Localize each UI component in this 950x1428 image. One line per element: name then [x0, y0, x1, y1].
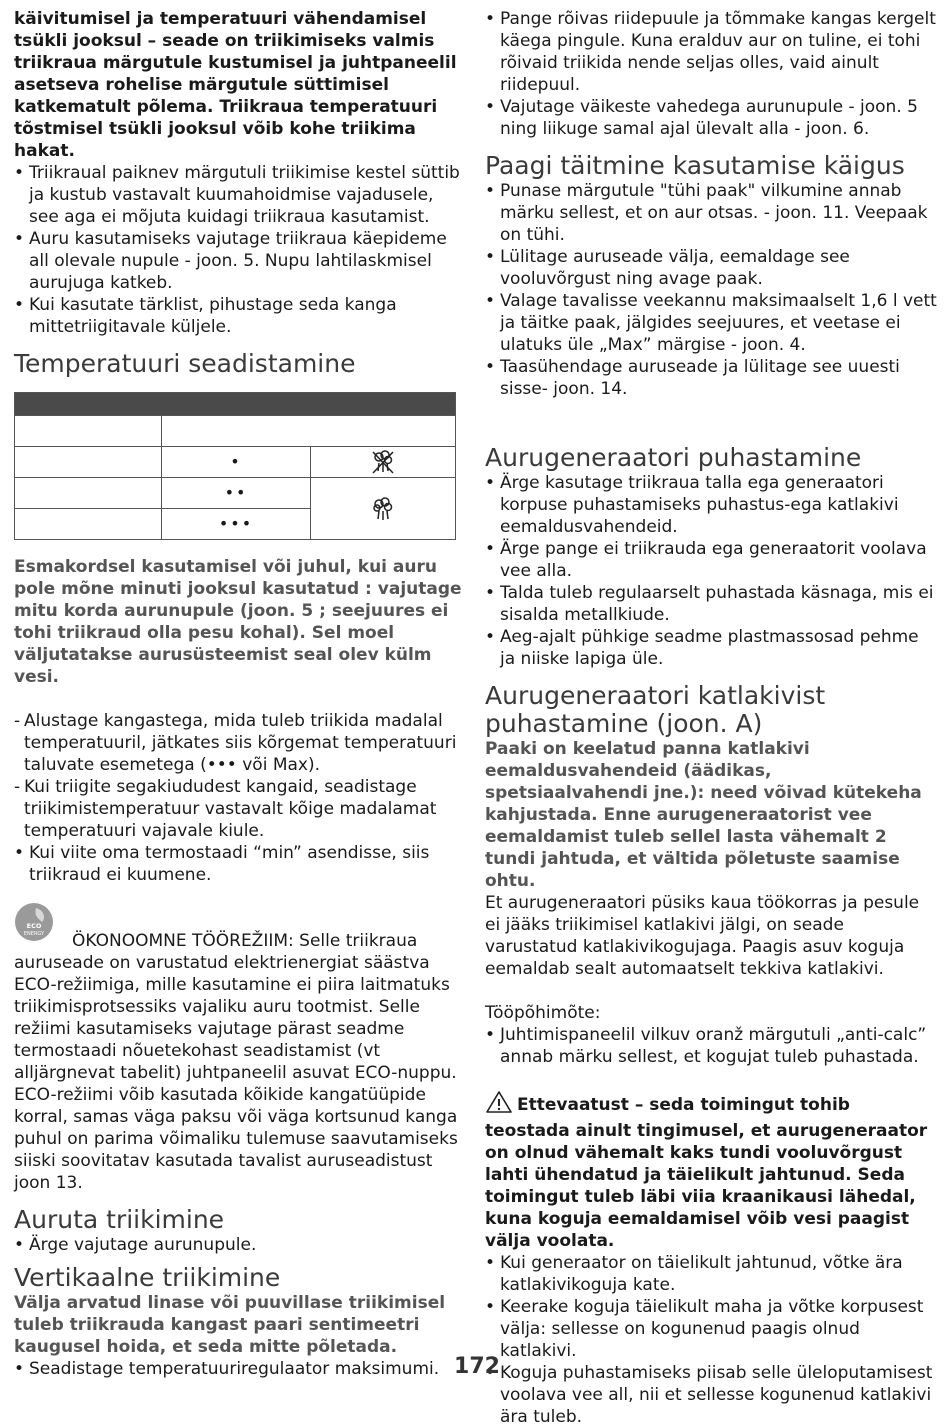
list-item: • Taasühendage auruseade ja lülitage see uuesti sisse- joon. 14. [485, 356, 937, 400]
eco-text: ÖKONOOMNE TÖÖREŽIIM: Selle triikraua auruseade on varustatud elektrienergiat säästva ECO-režiimiga, mille kasutamine ei piira laitmatuks triikimisprotsessiks vajaliku auru tootmist. Selle režiimi kasutamiseks vajutage pärast seadme termostaadi nõuetekohast seadistamist (vt alljärgnevat tabelit) juhtpaneelil asuvat ECO-nuppu. ECO-režiimi võib kasutada kõikide kangatüüpide korral, samas väga paksu või väga kortsunud kanga puhul on parima võimaliku tulemuse saavutamiseks siiski soovitatav kasutada tavalist auruseadistust joon 13. [14, 931, 458, 1193]
bullet-list-cleaning [485, 472, 937, 670]
list-item: • Ärge vajutage aurunupule. [14, 1234, 466, 1256]
heading-steamless-ironing: Auruta triikimine [14, 1205, 225, 1234]
first-use-paragraph: Esmakordsel kasutamisel või juhul, kui auru pole mõne minuti jooksul kasutatud : vajutage mitu korda aurunupule (joon. 5 ; seejuures ei tohi triikraud olla pesu kohal). Sel moel väljutatakse aurusüsteemist seal olev külm vesi. [14, 557, 462, 687]
bullet-list-1 [14, 162, 466, 338]
list-item: • Ärge kasutage triikraua talla ega generaatori korpuse puhastamiseks puhastus-ega katlakivi eemaldusvahendeid. [485, 472, 937, 538]
list-item: • Koguja puhastamiseks piisab selle üleloputamisest voolava vee all, nii et sellesse kogunenud katlakivi ära tuleb. [485, 1362, 937, 1428]
list-item: • Triikraual paiknev märgutuli triikimise kestel süttib ja kustub vastavalt kuumahoidmise vajadusele, see aga ei mõjuta kuidagi triikraua kasutamist. [14, 162, 466, 228]
table-row [15, 478, 456, 509]
heading-tank-filling: Paagi täitmine kasutamise käigus [485, 151, 905, 180]
list-item: • Talda tuleb regulaarselt puhastada käsnaga, mis ei sisalda metallkiude. [485, 582, 937, 626]
bullet-list-anticalc [485, 1024, 937, 1068]
bullet-list-min [14, 842, 466, 886]
list-item: - Kui triigite segakiududest kangaid, seadistage triikimistemperatuur vastavalt kõige madalamat temperatuuri vajavale kiule. [14, 776, 466, 842]
dash-list [14, 710, 466, 842]
table-row [15, 416, 456, 447]
no-steam-icon [311, 447, 456, 478]
warning-paragraph [485, 1090, 937, 1252]
bullet-list-tank [485, 180, 937, 400]
temp-dots-1: • [162, 447, 311, 478]
left-column [14, 8, 466, 1380]
table-cell [15, 478, 162, 509]
table-cell [15, 447, 162, 478]
list-item: • Pange rõivas riidepuule ja tõmmake kangas kergelt käega pingule. Kuna eralduv aur on tuline, ei tohi rõivaid triikida nende seljas olles, vaid ainult riidepuul. [485, 8, 937, 96]
vertical-paragraph: Välja arvatud linase või puuvillase triikimisel tuleb triikrauda kangast paari sentimeetri kaugusel hoida, et seda mitte põletada. [14, 1293, 446, 1357]
right-column [485, 8, 937, 1428]
intro-paragraph: käivitumisel ja temperatuuri vähendamisel tsükli jooksul – seade on triikimiseks valmis triikraua märgutule kustumisel ja juhtpaneelil asetseva rohelise märgutule süttimisel katkematult põlema. Triikraua temperatuuri tõstmisel tsükli jooksul võib kohe triikima hakat. [14, 9, 457, 161]
list-item: • Aeg-ajalt pühkige seadme plastmassosad pehme ja niiske lapiga üle. [485, 626, 937, 670]
temp-dots-3: ••• [162, 509, 311, 540]
eco-paragraph [14, 922, 466, 1194]
heading-vertical-ironing: Vertikaalne triikimine [14, 1263, 281, 1292]
list-item: • Seadistage temperatuuriregulaator maksimumi. [14, 1358, 466, 1380]
steam-icon [311, 478, 456, 540]
list-item: • Kui generaator on täielikult jahtunud, võtke ära katlakivikoguja kate. [485, 1252, 937, 1296]
descaling-paragraph: Et aurugeneraatori püsiks kaua töökorras ja pesule ei jääks triikimisel katlakivi jälgi, on seade varustatud katlakivikogujaga. Paagis asuv koguja eemaldab sealt automaatselt tekkiva katlakivi. [485, 893, 920, 979]
svg-text:ECO: ECO [26, 922, 42, 930]
warning-triangle-icon [485, 1090, 513, 1120]
temperature-table [14, 392, 456, 540]
list-item: • Lülitage auruseade välja, eemaldage see vooluvõrgust ning avage paak. [485, 246, 937, 290]
table-cell [162, 416, 456, 447]
table-row [15, 447, 456, 478]
heading-descaling: Aurugeneraatori katlakivist puhastamine (joon. A) [485, 681, 826, 738]
table-cell [15, 416, 162, 447]
heading-generator-cleaning: Aurugeneraatori puhastamine [485, 443, 862, 472]
table-header-row [15, 393, 456, 416]
temp-dots-2: •• [162, 478, 311, 509]
svg-text:ENERGY: ENERGY [23, 931, 45, 937]
list-item: • Kui kasutate tärklist, pihustage seda kanga mittetriigitavale küljele. [14, 294, 466, 338]
list-item: • Vajutage väikeste vahedega aurunupule - joon. 5 ning liikuge samal ajal ülevalt alla - joon. 6. [485, 96, 937, 140]
eco-energy-icon [14, 902, 54, 942]
list-item: • Keerake koguja täielikult maha ja võtke korpusest välja: sellesse on kogunenud paagis olnud katlakivi. [485, 1296, 937, 1362]
list-item: • Ärge pange ei triikrauda ega generaatorit voolava vee alla. [485, 538, 937, 582]
list-item: • Kui viite oma termostaadi “min” asendisse, siis triikraud ei kuumene. [14, 842, 466, 886]
table-header-cell [15, 393, 456, 416]
list-item: • Auru kasutamiseks vajutage triikraua käepideme all olevale nupule - joon. 5. Nupu lahtilaskmisel aurujuga katkeb. [14, 228, 466, 294]
list-item: • Juhtimispaneelil vilkuv oranž märgutuli „anti-calc” annab märku sellest, et kogujat tuleb puhastada. [485, 1024, 937, 1068]
bullet-list-auruta [14, 1234, 466, 1256]
table-cell [15, 509, 162, 540]
heading-temperature-settings: Temperatuuri seadistamine [14, 349, 356, 378]
list-item: • Punase märgutule "tühi paak" vilkumine annab märku sellest, et on aur otsas. - joon. 11. Veepaak on tühi. [485, 180, 937, 246]
bullet-list-vertical [14, 1358, 466, 1380]
descaling-warning-paragraph: Paaki on keelatud panna katlakivi eemaldusvahendeid (äädikas, spetsiaalvahendi jne.): need võivad kütekeha kahjustada. Enne aurugeneraatorist vee eemaldamist tuleb sellel lasta vähemalt 2 tundi jahtuda, et vältida põletuste saamise ohtu. [485, 739, 922, 891]
list-item: - Alustage kangastega, mida tuleb triikida madalal temperatuuril, jätkates siis kõrgemat temperatuuri taluvate esemetega (••• või Max). [14, 710, 466, 776]
principle-label: Tööpõhimõte: [485, 1003, 601, 1023]
warning-text: Ettevaatust – seda toimingut tohib teostada ainult tingimusel, et aurugeneraator on olnud vähemalt kaks tundi vooluvõrgust lahti ühendatud ja täielikult jahtunud. Seda toimingut tuleb läbi viia kraanikausi lähedal, kuna koguja eemaldamisel võib vesi paagist välja voolata. [485, 1095, 928, 1251]
bullet-list-bottom [485, 1252, 937, 1428]
bullet-list-top [485, 8, 937, 140]
list-item: • Valage tavalisse veekannu maksimaalselt 1,6 l vett ja täitke paak, jälgides seejuures, et veetase ei ulatuks üle „Max” märgise - joon. 4. [485, 290, 937, 356]
page-number: 172 [454, 1354, 500, 1379]
